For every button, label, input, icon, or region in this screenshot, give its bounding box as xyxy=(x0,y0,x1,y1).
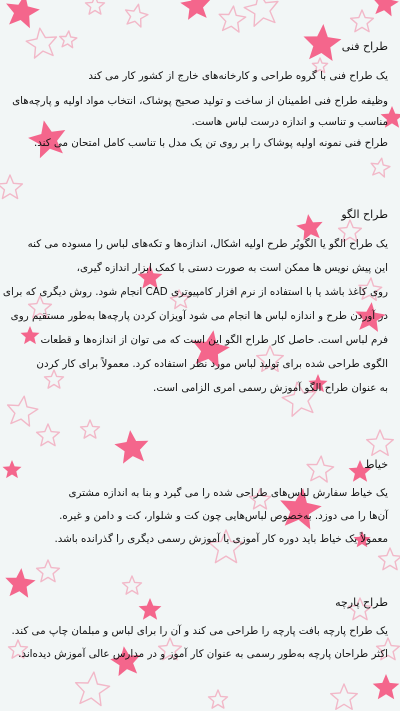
text-line: آن‌ها را می دوزد. به‌خصوص لباس‌هایی چون کت و شلوار، کت و دامن و غیره. xyxy=(59,510,388,522)
section-title: طراح پارچه xyxy=(335,596,388,609)
paragraph xyxy=(10,133,388,154)
text-line: یک خیاط سفارش لباس‌های طراحی شده را می گیرد و بنا به اندازه مشتری xyxy=(68,487,388,499)
text-line: به عنوان طراح الگو آموزش رسمی امری الزامی است. xyxy=(153,382,388,394)
text-line: مناسب و تناسب و اندازه درست لباس هاست. xyxy=(191,116,388,128)
section-title: طراح فنی xyxy=(341,40,388,53)
text-line: وظیفه طراح فنی اطمینان از ساخت و تولید صحیح پوشاک، انتخاب مواد اولیه و پارچه‌های xyxy=(12,95,388,107)
paragraph xyxy=(10,66,388,87)
section-title: طراح الگو xyxy=(341,208,388,221)
paragraph xyxy=(10,91,388,133)
paragraph xyxy=(10,620,388,666)
text-line: روی کاغذ باشد یا با استفاده از نرم افزار کامپیوتری CAD انجام شود. روش دیگری که برای xyxy=(2,286,388,298)
text-line: طراح فنی نمونه اولیه پوشاک را بر روی تن یک مدل با تناسب کامل امتحان می کند. xyxy=(33,137,388,149)
section-textile-designer xyxy=(10,596,388,666)
text-line: یک طراح الگو یا الگوبُر طرح اولیه اشکال، اندازه‌ها و تکه‌های لباس را مسوده می کنه xyxy=(27,238,388,250)
text-line: در آوردن طرح و اندازه لباس ها انجام می شود آویزان کردن پارچه‌ها به‌طور مستقیم روی xyxy=(10,310,388,322)
text-line: این پیش نویس ها ممکن است به صورت دستی با کمک ابزار اندازه گیری، xyxy=(76,262,388,274)
text-line: یک طراح پارچه بافت پارچه را طراحی می کند و آن را برای لباس و مبلمان چاپ می کند. xyxy=(11,625,388,637)
section-title: خیاط xyxy=(364,458,388,471)
paragraph xyxy=(10,482,388,551)
text-line: الگوی طراحی شده برای تولید لباس مورد نظر استفاده کرد. معمولاً برای کار کردن xyxy=(36,358,388,370)
section-technical-designer xyxy=(10,40,388,154)
text-line: اکثر طراحان پارچه به‌طور رسمی به عنوان کار آموز و در مدارس عالی آموزش دیده‌اند. xyxy=(18,648,388,660)
paragraph xyxy=(2,232,388,400)
section-tailor xyxy=(10,458,388,551)
text-line: یک طراح فنی با گروه طراحی و کارخانه‌های خارج از کشور کار می کند xyxy=(88,70,388,82)
text-line: معمولاً یک خیاط باید دوره کار آموزی یا آموزش رسمی دیگری را گذرانده باشد. xyxy=(54,533,388,545)
section-pattern-maker xyxy=(2,208,388,400)
text-line: فرم لباس است. حاصل کار طراح الگو این است که می توان از اندازه‌ها و قطعات xyxy=(40,334,388,346)
